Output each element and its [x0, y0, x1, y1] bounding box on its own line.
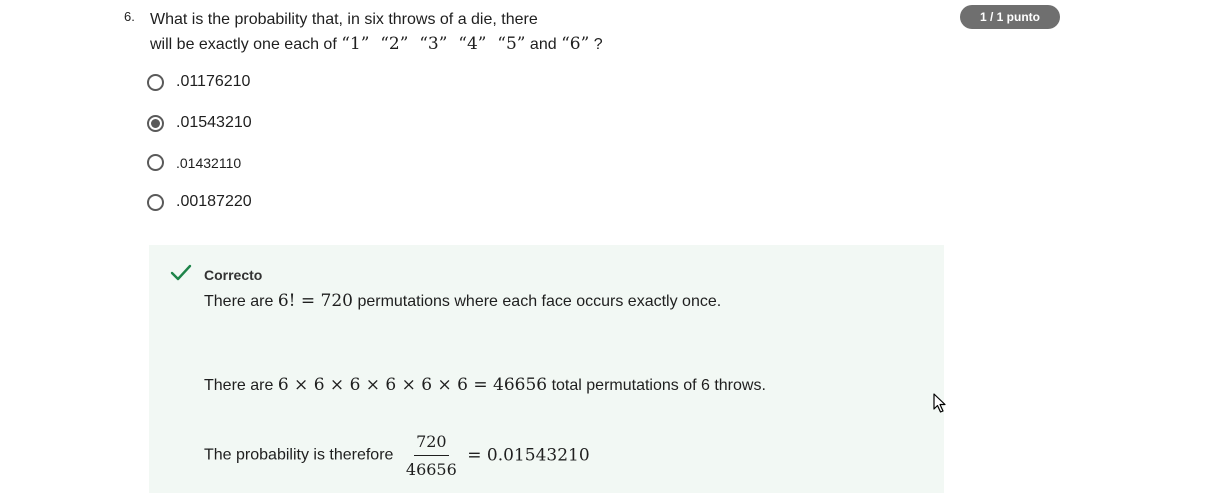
line1-suffix: permutations where each face occurs exactly once. [357, 293, 722, 310]
probability-fraction [406, 432, 457, 479]
feedback-line-3 [204, 432, 590, 479]
check-icon [170, 264, 192, 282]
option-2[interactable] [147, 114, 252, 132]
question-line-1: What is the probability that, in six throws of a die, there [150, 11, 538, 28]
question-number: 6. [124, 9, 135, 24]
points-badge: 1 / 1 punto [960, 5, 1060, 29]
radio-button[interactable] [147, 74, 164, 91]
option-1[interactable] [147, 73, 250, 91]
line1-prefix: There are [204, 293, 274, 310]
line2-math: 6 × 6 × 6 × 6 × 6 × 6 = 46656 [277, 375, 548, 395]
line2-suffix: total permutations of 6 throws. [551, 377, 766, 394]
radio-button-selected[interactable] [147, 115, 164, 132]
radio-button[interactable] [147, 154, 164, 171]
fraction-numerator: 720 [414, 432, 449, 456]
mouse-pointer-icon [933, 393, 947, 413]
question-and: and [529, 36, 557, 53]
line3-prefix: The probability is therefore [204, 446, 394, 464]
line3-result: = 0.01543210 [467, 445, 590, 466]
feedback-line-2 [204, 375, 766, 395]
line1-math: 6! = 720 [277, 291, 353, 311]
question-last-face: “6” [561, 34, 590, 54]
fraction-denominator: 46656 [405, 460, 457, 479]
option-label: .01543210 [176, 114, 252, 131]
option-3[interactable] [147, 154, 241, 171]
question-faces: “1” “2” “3” “4” “5” [341, 34, 526, 54]
radio-button[interactable] [147, 194, 164, 211]
question-mark: ? [593, 36, 603, 53]
option-label: .00187220 [176, 193, 252, 210]
question-text [150, 8, 670, 57]
option-label: .01432110 [176, 154, 242, 171]
option-label: .01176210 [176, 73, 251, 90]
question-line-2-prefix: will be exactly one each of [150, 36, 337, 53]
option-4[interactable] [147, 193, 252, 211]
feedback-status: Correcto [204, 267, 263, 283]
line2-prefix: There are [204, 377, 274, 394]
feedback-line-1 [204, 291, 721, 311]
